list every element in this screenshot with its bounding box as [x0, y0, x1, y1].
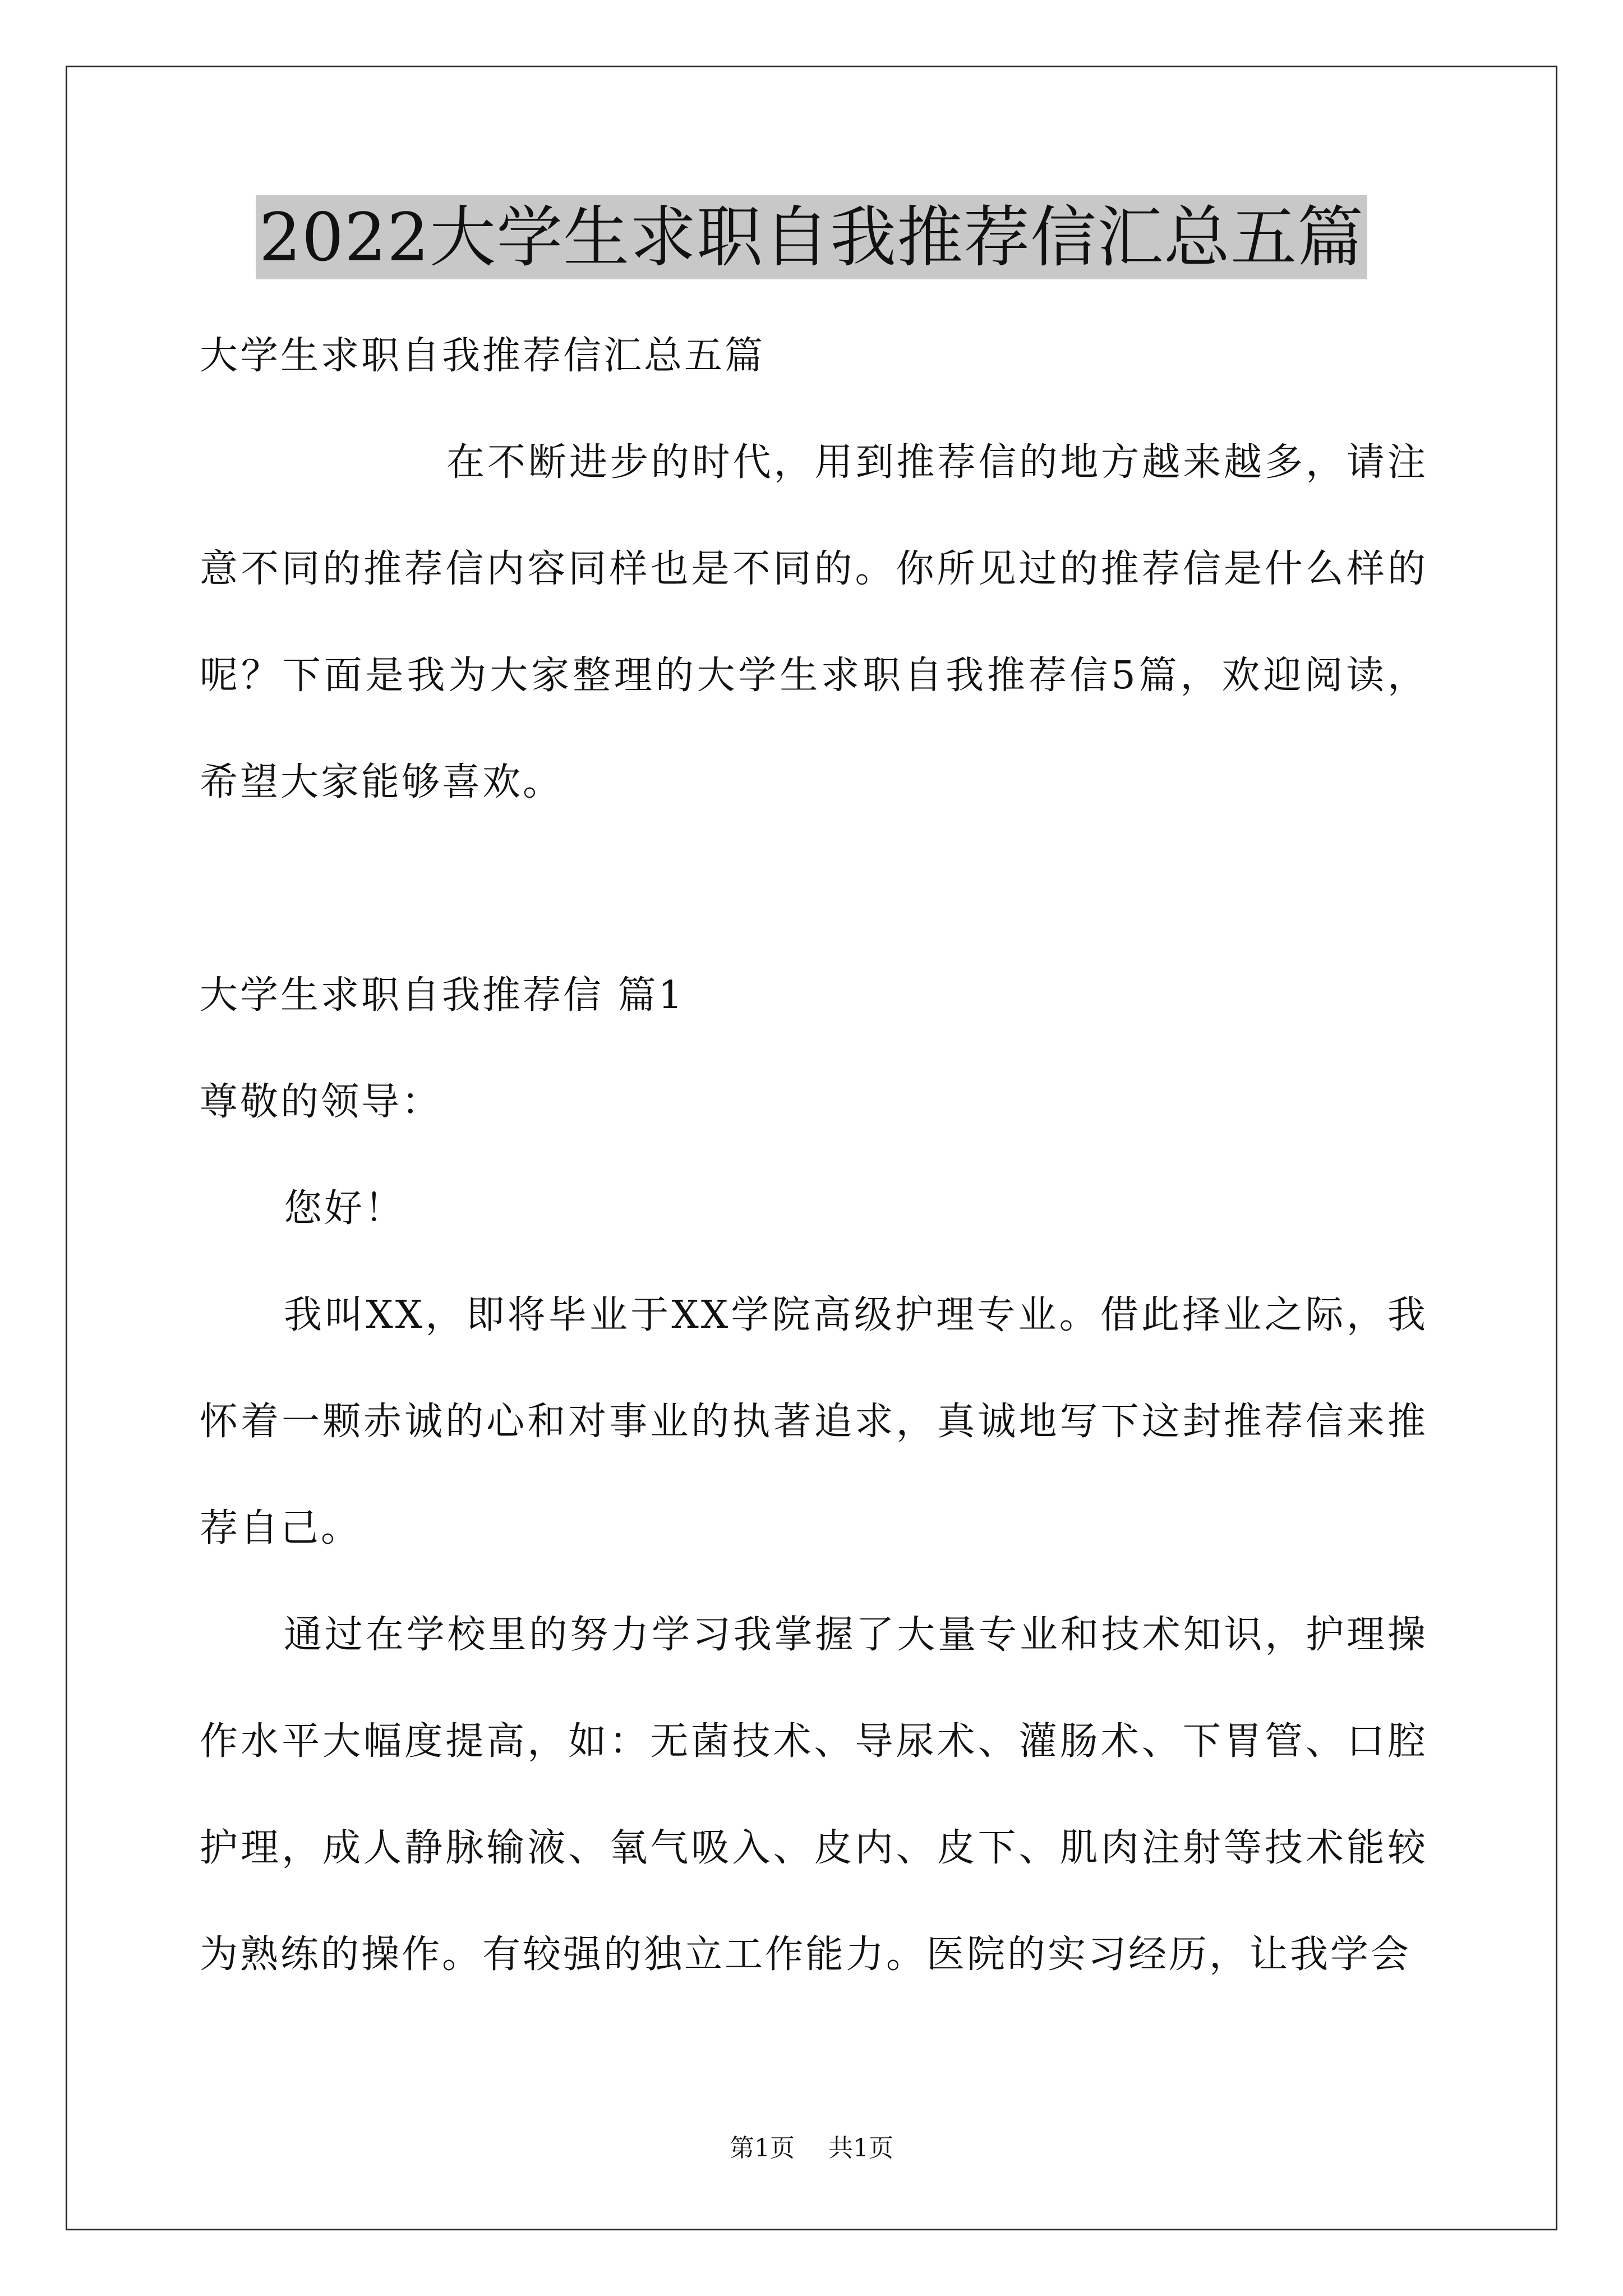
- section-heading: 大学生求职自我推荐信 篇1: [200, 973, 685, 1018]
- greeting: 您好！: [284, 1186, 405, 1231]
- page-number: 第1页: [730, 2134, 795, 2162]
- intro-heading: 大学生求职自我推荐信汇总五篇: [200, 334, 766, 378]
- body-paragraph: 通过在学校里的努力学习我掌握了大量专业和技术知识，护理操作水平大幅度提高，如：无菌技术、导尿术、灌肠术、下胃管、口腔护理，成人静脉输液、氧气吸入、皮内、皮下、肌肉注射等技术能较为熟练的操作。有较强的独立工作能力。医院的实习经历，让我学会: [200, 1613, 1428, 1977]
- body-paragraph: 我叫XX，即将毕业于XX学院高级护理专业。借此择业之际，我怀着一颗赤诚的心和对事业的执著追求，真诚地写下这封推荐信来推荐自己。: [200, 1293, 1428, 1550]
- title-wrap: [0, 195, 1623, 279]
- page-footer: [0, 2132, 1623, 2165]
- document-title: 2022大学生求职自我推荐信汇总五篇: [256, 195, 1367, 279]
- salutation: 尊敬的领导：: [200, 1080, 442, 1124]
- intro-paragraph: 在不断进步的时代，用到推荐信的地方越来越多，请注意不同的推荐信内容同样也是不同的。你所见过的推荐信是什么样的呢？下面是我为大家整理的大学生求职自我推荐信5篇，欢迎阅读，希望大家能够喜欢。: [200, 440, 1428, 804]
- document-body: [200, 303, 1428, 2008]
- page-total: 共1页: [828, 2134, 893, 2162]
